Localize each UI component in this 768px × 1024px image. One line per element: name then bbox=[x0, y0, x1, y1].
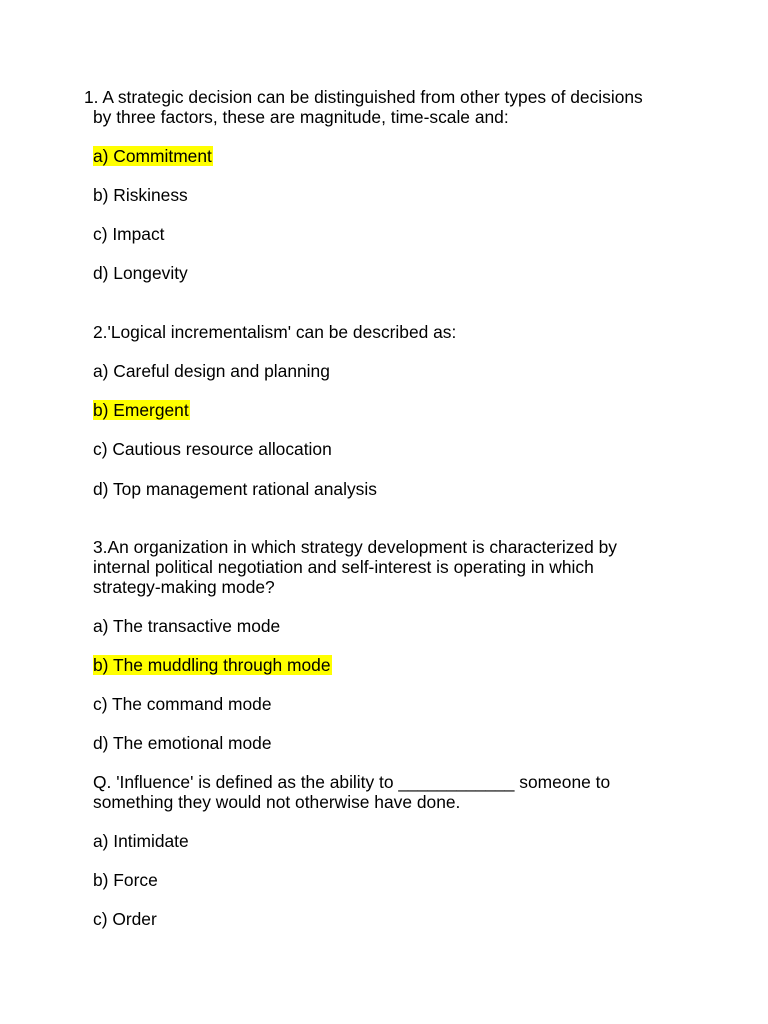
question-4-text-cont: something they would not otherwise have done. bbox=[93, 792, 461, 812]
q3-option-d: d) The emotional mode bbox=[93, 733, 272, 753]
q3-option-a: a) The transactive mode bbox=[93, 616, 281, 636]
question-2-text: 2.'Logical incrementalism' can be described as: bbox=[93, 322, 457, 342]
q1-option-d: d) Longevity bbox=[93, 263, 188, 283]
q3-option-c: c) The command mode bbox=[93, 694, 272, 714]
q4-option-c: c) Order bbox=[93, 909, 157, 929]
q3-option-b bbox=[93, 655, 332, 675]
question-4-text: Q. 'Influence' is defined as the ability to ____________ someone to bbox=[93, 772, 611, 792]
q2-option-d: d) Top management rational analysis bbox=[93, 479, 377, 499]
answer-highlight: a) Commitment bbox=[93, 146, 212, 166]
question-3-text: 3.An organization in which strategy development is characterized by bbox=[93, 537, 617, 557]
q2-option-b bbox=[93, 400, 190, 420]
q1-option-c: c) Impact bbox=[93, 224, 165, 244]
answer-highlight: b) Emergent bbox=[93, 400, 189, 420]
q1-option-b: b) Riskiness bbox=[93, 185, 188, 205]
q1-option-a bbox=[93, 146, 213, 166]
q4-option-a: a) Intimidate bbox=[93, 831, 189, 851]
q2-option-a: a) Careful design and planning bbox=[93, 361, 330, 381]
question-1-text-cont: by three factors, these are magnitude, time-scale and: bbox=[93, 107, 509, 127]
q2-option-c: c) Cautious resource allocation bbox=[93, 439, 332, 459]
answer-highlight: b) The muddling through mode bbox=[93, 655, 331, 675]
q4-option-b: b) Force bbox=[93, 870, 158, 890]
question-1-text: 1. A strategic decision can be distinguished from other types of decisions bbox=[84, 87, 643, 107]
question-3-text-cont: internal political negotiation and self-interest is operating in which bbox=[93, 557, 594, 577]
question-3-text-cont-2: strategy-making mode? bbox=[93, 577, 275, 597]
